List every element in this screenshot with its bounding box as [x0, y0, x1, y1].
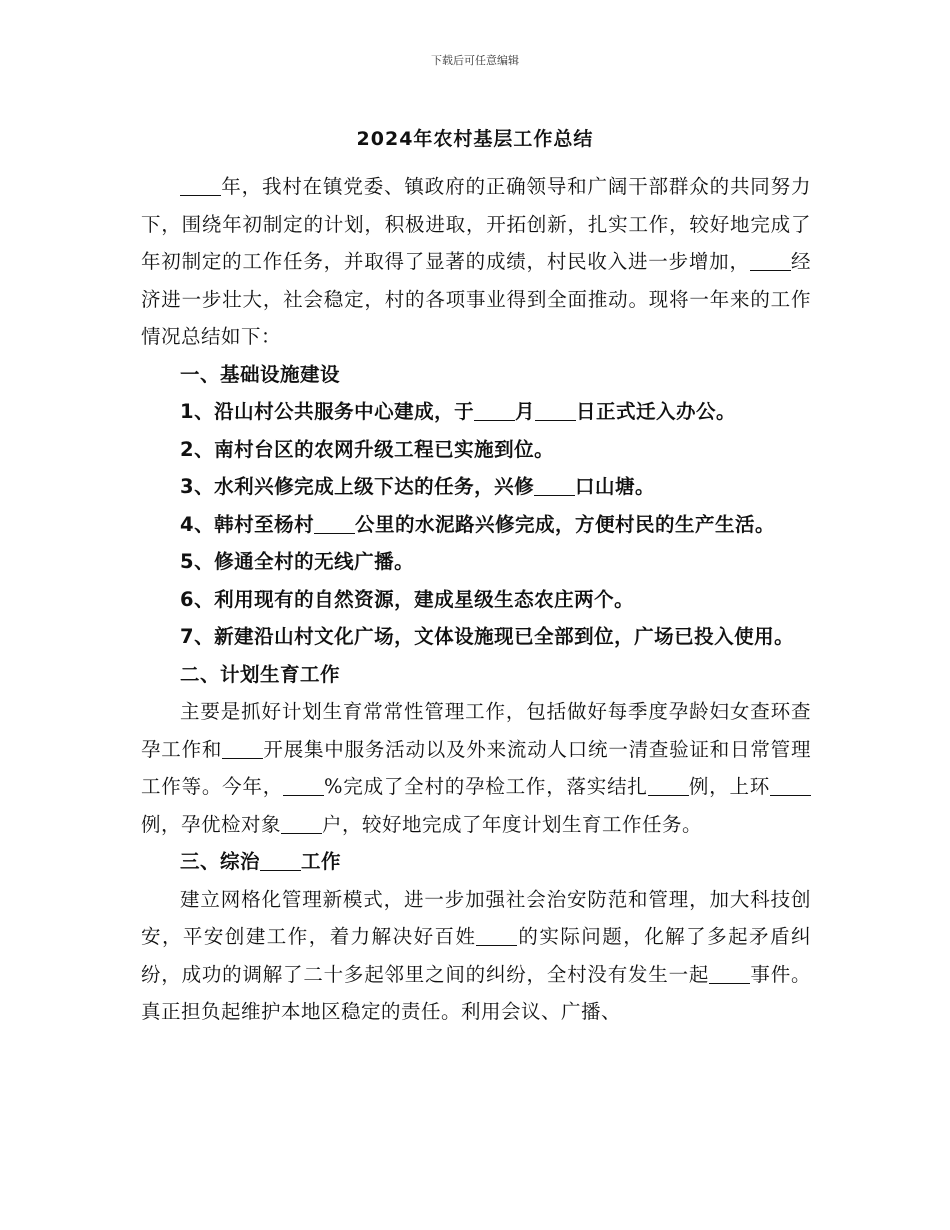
- list-item: 1、沿山村公共服务中心建成，于 月 日正式迁入办公。: [180, 400, 736, 423]
- blank-underline: [648, 776, 689, 797]
- blank-underline: [770, 776, 811, 797]
- blank-underline: [314, 513, 355, 534]
- section-heading-family-planning: 二、计划生育工作: [180, 662, 341, 686]
- list-item: 6、利用现有的自然资源，建成星级生态农庄两个。: [180, 587, 635, 611]
- document-body: [141, 168, 811, 1031]
- list-item: 7、新建沿山村文化广场，文体设施现已全部到位，广场已投入使用。: [180, 625, 795, 648]
- blank-underline: [709, 963, 750, 984]
- blank-underline: [535, 401, 576, 422]
- family-planning-paragraph: 主要是抓好计划生育常常性管理工作，包括做好每季度孕龄妇女查环查孕工作和 开展集中服务活动以及外来流动人口统一清查验证和日常管理工作等。今年， %完成了全村的孕检工作，落实结扎 例，上环例，孕优检对象 户，较好地完成了年度计划生育工作任务。: [141, 700, 811, 836]
- intro-paragraph: 年，我村在镇党委、镇政府的正确领导和广阔干部群众的共同努力下，围绕年初制定的计划，积极进取，开拓创新，扎实工作，较好地完成了年初制定的工作任务，并取得了显著的成绩，村民收入进一步增加， 经济进一步壮大，社会稳定，村的各项事业得到全面推动。现将一年来的工作情况总结如下：: [141, 175, 811, 348]
- blank-underline: [260, 851, 301, 872]
- blank-underline: [281, 813, 322, 834]
- governance-paragraph: 建立网格化管理新模式，进一步加强社会治安防范和管理，加大科技创安，平安创建工作，着力解决好百姓 的实际问题，化解了多起矛盾纠纷，成功的调解了二十多起邻里之间的纠纷，全村没有发生一起 事件。真正担负起维护本地区稳定的责任。利用会议、广播、: [141, 887, 811, 1023]
- blank-underline: [474, 401, 515, 422]
- blank-underline: [750, 251, 791, 272]
- blank-underline: [180, 176, 221, 197]
- list-item: 3、水利兴修完成上级下达的任务，兴修 口山塘。: [180, 475, 656, 498]
- section-heading-infrastructure: 一、基础设施建设: [180, 362, 341, 386]
- header-note: 下载后可任意编辑: [431, 54, 519, 67]
- section-heading-comprehensive-governance: 三、综治 工作: [180, 850, 341, 873]
- list-item: 4、韩村至杨村 公里的水泥路兴修完成，方便村民的生产生活。: [180, 512, 776, 536]
- list-item: 5、修通全村的无线广播。: [180, 550, 415, 573]
- blank-underline: [534, 476, 575, 497]
- blank-underline: [283, 776, 324, 797]
- blank-underline: [222, 738, 263, 759]
- blank-underline: [476, 926, 517, 947]
- document-title: 2024年农村基层工作总结: [356, 128, 594, 150]
- list-item: 2、南村台区的农网升级工程已实施到位。: [180, 437, 555, 461]
